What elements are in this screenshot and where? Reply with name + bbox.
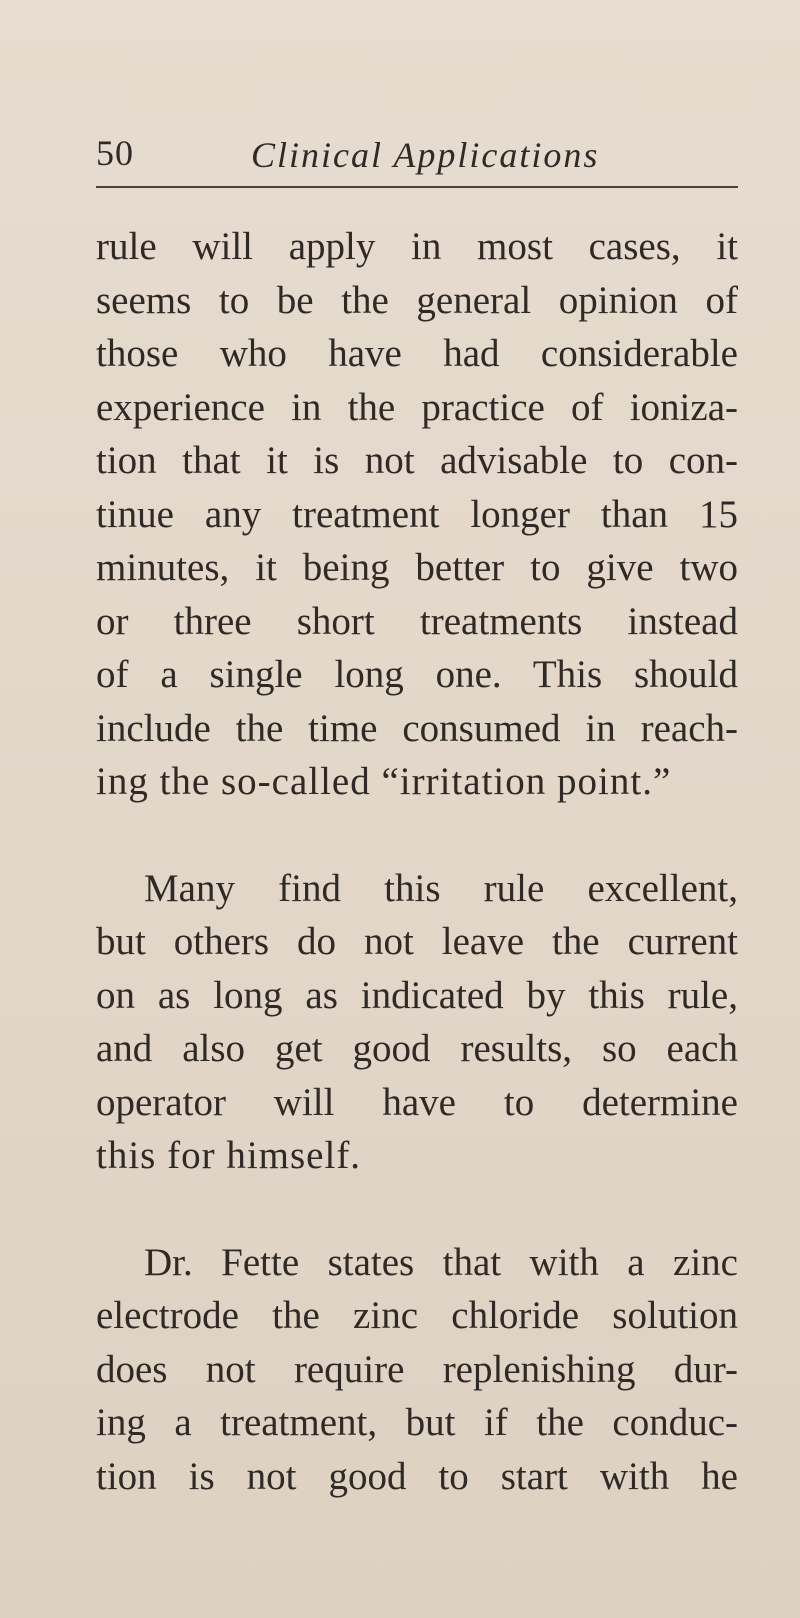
- text-line: tion is not good to start with he: [96, 1454, 738, 1498]
- paragraph-gap: [96, 1183, 738, 1236]
- text-line: experience in the practice of ioniza-: [96, 385, 738, 429]
- text-line: ing a treatment, but if the conduc-: [96, 1401, 738, 1444]
- text-line: Dr. Fette states that with a zinc: [144, 1240, 738, 1284]
- paragraph-gap: [96, 809, 738, 862]
- page-number: 50: [96, 133, 134, 173]
- header-rule: [96, 186, 738, 188]
- text-line: but others do not leave the current: [96, 920, 738, 963]
- text-line: on as long as indicated by this rule,: [96, 973, 738, 1017]
- text-line: this for himself.: [96, 1134, 362, 1177]
- text-line: minutes, it being better to give two: [96, 546, 738, 589]
- text-line: and also get good results, so each: [96, 1027, 738, 1070]
- body-text: [96, 220, 738, 1503]
- text-line: include the time consumed in reach-: [96, 706, 738, 750]
- text-line: of a single long one. This should: [96, 653, 738, 696]
- text-line: tinue any treatment longer than 15: [96, 492, 738, 536]
- text-line: seems to be the general opinion of: [96, 278, 738, 322]
- text-line: rule will apply in most cases, it: [96, 225, 738, 268]
- text-line: does not require replenishing dur-: [96, 1347, 738, 1391]
- text-line: or three short treatments instead: [96, 599, 738, 643]
- text-line: ing the so-called “irritation point.”: [96, 760, 672, 803]
- running-head: [96, 132, 736, 182]
- text-line: those who have had considerable: [96, 332, 738, 375]
- text-line: operator will have to determine: [96, 1080, 738, 1124]
- text-line: electrode the zinc chloride solution: [96, 1294, 738, 1337]
- text-line: tion that it is not advisable to con-: [96, 439, 738, 482]
- running-title: Clinical Applications: [251, 135, 600, 175]
- text-line: Many find this rule excellent,: [144, 866, 738, 910]
